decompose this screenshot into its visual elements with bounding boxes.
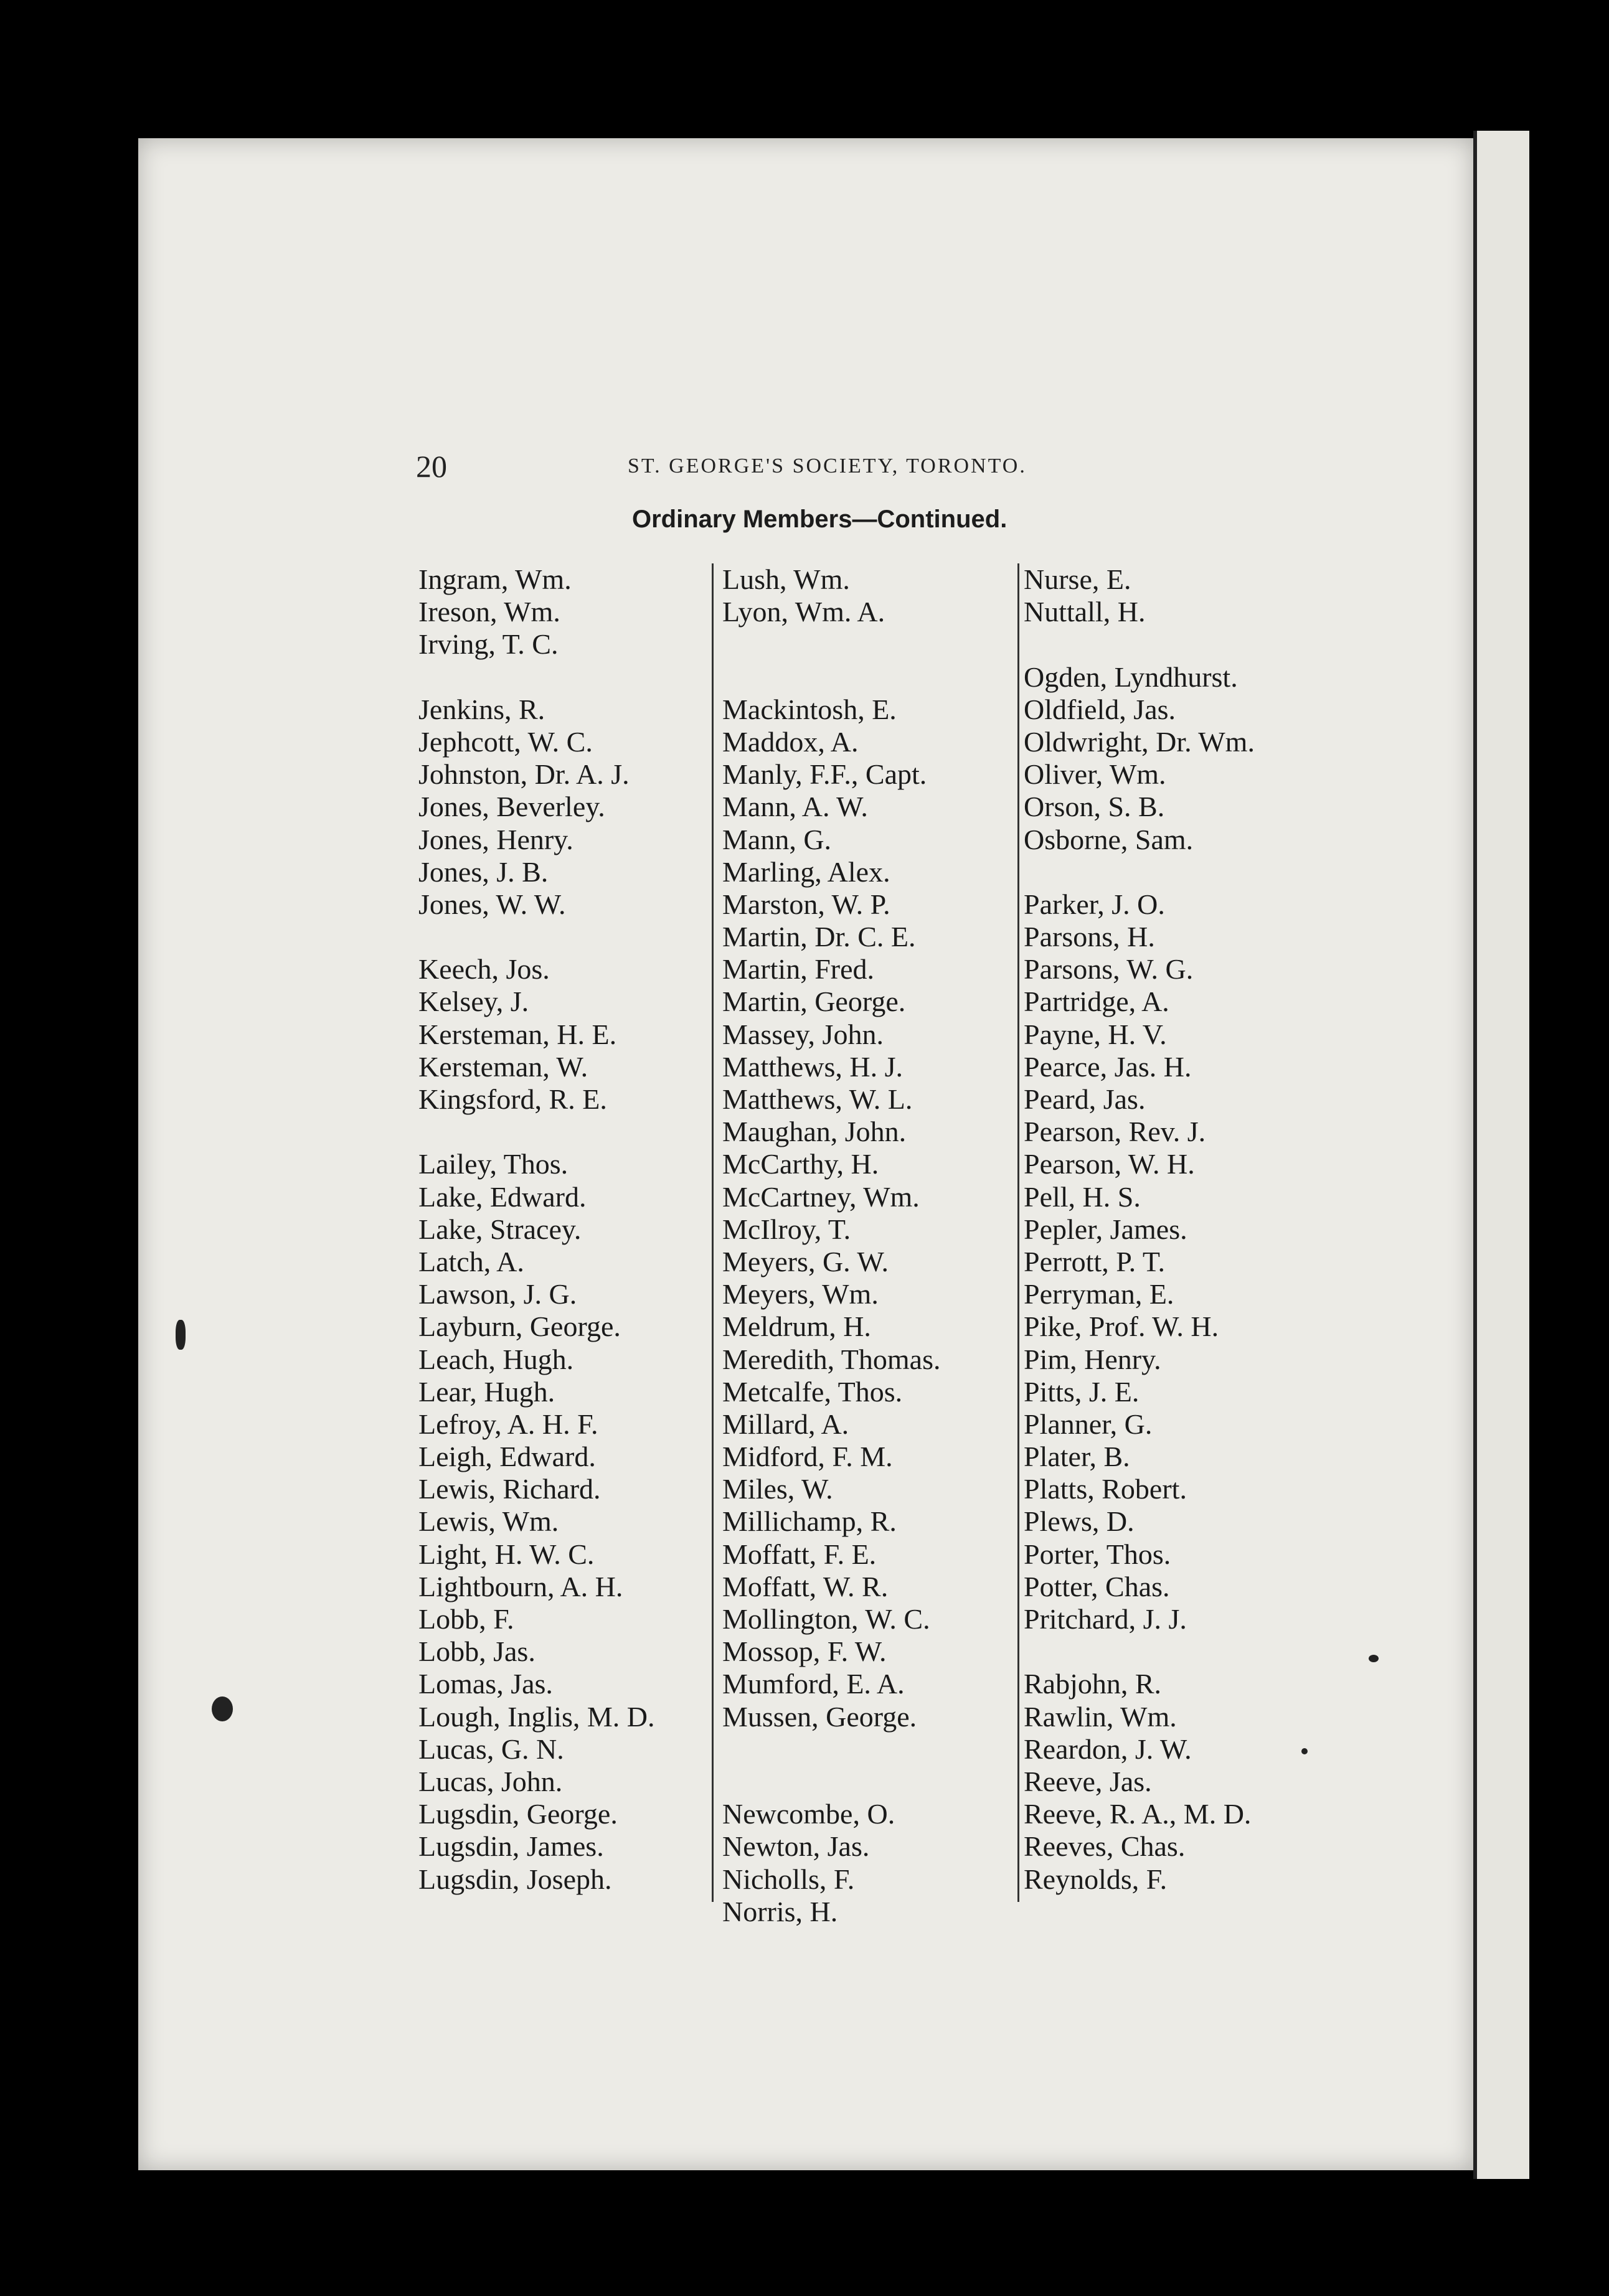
member-entry: Oliver, Wm. bbox=[1024, 758, 1166, 791]
member-entry: Meldrum, H. bbox=[722, 1310, 871, 1343]
member-entry: McCartney, Wm. bbox=[722, 1180, 920, 1213]
member-entry: Parsons, W. G. bbox=[1024, 953, 1194, 986]
member-entry: Mollington, W. C. bbox=[722, 1603, 930, 1635]
member-entry: Kersteman, H. E. bbox=[418, 1018, 617, 1050]
member-entry: Ogden, Lyndhurst. bbox=[1024, 661, 1238, 693]
member-entry: Lough, Inglis, M. D. bbox=[418, 1700, 655, 1733]
letter-group-gap bbox=[1024, 856, 1335, 888]
member-entry: Massey, John. bbox=[722, 1018, 884, 1050]
member-entry: Leigh, Edward. bbox=[418, 1441, 596, 1473]
member-entry: Marling, Alex. bbox=[722, 855, 890, 888]
member-entry: Matthews, W. L. bbox=[722, 1083, 913, 1115]
member-entry: Potter, Chas. bbox=[1024, 1570, 1170, 1602]
member-entry: Reeves, Chas. bbox=[1024, 1830, 1186, 1863]
page-number: 20 bbox=[416, 449, 447, 484]
member-entry: Lobb, F. bbox=[418, 1603, 514, 1635]
member-entry: Mossop, F. W. bbox=[722, 1635, 887, 1668]
member-entry: Meredith, Thomas. bbox=[722, 1343, 941, 1375]
member-entry: Reeve, R. A., M. D. bbox=[1024, 1798, 1252, 1830]
member-entry: Mumford, E. A. bbox=[722, 1668, 905, 1700]
member-entry: Porter, Thos. bbox=[1024, 1538, 1171, 1570]
member-entry: Lugsdin, James. bbox=[418, 1830, 604, 1863]
member-entry: Reardon, J. W. bbox=[1024, 1733, 1192, 1765]
member-entry: Lewis, Richard. bbox=[418, 1473, 601, 1505]
member-entry: Rabjohn, R. bbox=[1024, 1668, 1162, 1700]
letter-group-gap bbox=[1024, 628, 1335, 661]
member-entry: Orson, S. B. bbox=[1024, 791, 1165, 823]
letter-group-gap bbox=[722, 1766, 1009, 1798]
member-entry: Kersteman, W. bbox=[418, 1050, 588, 1083]
member-entry: Jones, J. B. bbox=[418, 855, 549, 888]
member-entry: Platts, Robert. bbox=[1024, 1473, 1187, 1505]
member-entry: Martin, Fred. bbox=[722, 953, 875, 986]
member-entry: Lake, Edward. bbox=[418, 1180, 587, 1213]
member-entry: Payne, H. V. bbox=[1024, 1018, 1167, 1050]
member-entry: Lawson, J. G. bbox=[418, 1278, 577, 1310]
member-entry: Lugsdin, Joseph. bbox=[418, 1863, 612, 1895]
member-entry: Jones, W. W. bbox=[418, 888, 566, 920]
member-entry: Lailey, Thos. bbox=[418, 1148, 569, 1180]
member-entry: Reeve, Jas. bbox=[1024, 1765, 1152, 1797]
member-entry: Lefroy, A. H. F. bbox=[418, 1408, 598, 1440]
member-entry: Perryman, E. bbox=[1024, 1278, 1174, 1310]
member-entry: Lugsdin, George. bbox=[418, 1798, 618, 1830]
member-entry: Jones, Beverley. bbox=[418, 791, 605, 823]
member-entry: Lucas, John. bbox=[418, 1765, 563, 1797]
member-entry: Oldwright, Dr. Wm. bbox=[1024, 725, 1255, 758]
member-entry: Millard, A. bbox=[722, 1408, 849, 1440]
ink-speck bbox=[176, 1320, 186, 1350]
member-entry: Rawlin, Wm. bbox=[1024, 1700, 1177, 1733]
section-heading: Ordinary Members—Continued. bbox=[632, 506, 1007, 533]
column-rule bbox=[1017, 563, 1019, 1902]
member-entry: Moffatt, W. R. bbox=[722, 1570, 889, 1602]
member-entry: Planner, G. bbox=[1024, 1408, 1153, 1440]
column-rule bbox=[712, 563, 714, 1902]
letter-group-gap bbox=[418, 661, 705, 694]
member-entry: Pritchard, J. J. bbox=[1024, 1603, 1187, 1635]
member-entry: Martin, Dr. C. E. bbox=[722, 921, 916, 953]
member-entry: Partridge, A. bbox=[1024, 986, 1169, 1018]
member-entry: Norris, H. bbox=[722, 1895, 838, 1927]
member-entry: Mackintosh, E. bbox=[722, 693, 897, 725]
member-entry: Johnston, Dr. A. J. bbox=[418, 758, 630, 791]
page-header bbox=[416, 448, 1101, 492]
member-entry: Ireson, Wm. bbox=[418, 596, 560, 628]
member-entry: Newcombe, O. bbox=[722, 1798, 895, 1830]
member-entry: Plews, D. bbox=[1024, 1505, 1135, 1538]
member-entry: Pitts, J. E. bbox=[1024, 1375, 1140, 1408]
member-entry: Maddox, A. bbox=[722, 725, 859, 758]
member-entry: Perrott, P. T. bbox=[1024, 1245, 1166, 1277]
letter-group-gap bbox=[418, 921, 705, 953]
letter-group-gap bbox=[418, 1116, 705, 1148]
member-entry: Pearson, W. H. bbox=[1024, 1148, 1195, 1180]
member-entry: Maughan, John. bbox=[722, 1116, 907, 1148]
member-entry: Layburn, George. bbox=[418, 1310, 621, 1343]
member-entry: Lewis, Wm. bbox=[418, 1505, 559, 1538]
member-entry: Meyers, G. W. bbox=[722, 1245, 889, 1277]
member-entry: Pepler, James. bbox=[1024, 1213, 1187, 1245]
member-entry: Peard, Jas. bbox=[1024, 1083, 1146, 1115]
member-entry: Jephcott, W. C. bbox=[418, 725, 593, 758]
member-entry: Pim, Henry. bbox=[1024, 1343, 1161, 1375]
member-entry: Pell, H. S. bbox=[1024, 1180, 1141, 1213]
member-entry: Midford, F. M. bbox=[722, 1441, 893, 1473]
letter-group-gap bbox=[722, 628, 1009, 661]
member-entry: Kelsey, J. bbox=[418, 986, 529, 1018]
member-entry: Newton, Jas. bbox=[722, 1830, 870, 1863]
member-entry: Metcalfe, Thos. bbox=[722, 1375, 903, 1408]
member-column-1 bbox=[418, 563, 705, 1896]
member-entry: Pike, Prof. W. H. bbox=[1024, 1310, 1219, 1343]
member-entry: Latch, A. bbox=[418, 1245, 524, 1277]
member-entry: McCarthy, H. bbox=[722, 1148, 879, 1180]
member-entry: Light, H. W. C. bbox=[418, 1538, 595, 1570]
member-entry: Pearce, Jas. H. bbox=[1024, 1050, 1192, 1083]
member-entry: Kingsford, R. E. bbox=[418, 1083, 607, 1115]
member-entry: Pearson, Rev. J. bbox=[1024, 1116, 1206, 1148]
member-entry: Nuttall, H. bbox=[1024, 596, 1146, 628]
letter-group-gap bbox=[1024, 1635, 1335, 1668]
member-column-3 bbox=[1024, 563, 1335, 1896]
letter-group-gap bbox=[722, 661, 1009, 694]
member-entry: Lucas, G. N. bbox=[418, 1733, 564, 1765]
member-entry: Lush, Wm. bbox=[722, 563, 850, 595]
member-entry: Mussen, George. bbox=[722, 1700, 917, 1733]
letter-group-gap bbox=[722, 1733, 1009, 1766]
member-entry: Martin, George. bbox=[722, 986, 906, 1018]
member-entry: Nicholls, F. bbox=[722, 1863, 855, 1895]
member-entry: Mann, A. W. bbox=[722, 791, 868, 823]
member-entry: Keech, Jos. bbox=[418, 953, 550, 986]
member-entry: Lake, Stracey. bbox=[418, 1213, 582, 1245]
ink-speck bbox=[1369, 1655, 1379, 1662]
member-entry: Miles, W. bbox=[722, 1473, 833, 1505]
member-entry: Jenkins, R. bbox=[418, 693, 545, 725]
member-entry: Millichamp, R. bbox=[722, 1505, 897, 1538]
member-entry: Jones, Henry. bbox=[418, 823, 573, 855]
member-entry: Leach, Hugh. bbox=[418, 1343, 574, 1375]
member-entry: Meyers, Wm. bbox=[722, 1278, 879, 1310]
member-entry: Reynolds, F. bbox=[1024, 1863, 1168, 1895]
member-entry: McIlroy, T. bbox=[722, 1213, 851, 1245]
member-entry: Mann, G. bbox=[722, 823, 832, 855]
member-column-2 bbox=[722, 563, 1009, 1928]
member-entry: Matthews, H. J. bbox=[722, 1050, 904, 1083]
member-entry: Manly, F.F., Capt. bbox=[722, 758, 927, 791]
member-entry: Lightbourn, A. H. bbox=[418, 1570, 623, 1602]
member-entry: Lobb, Jas. bbox=[418, 1635, 536, 1668]
member-entry: Plater, B. bbox=[1024, 1441, 1130, 1473]
member-entry: Marston, W. P. bbox=[722, 888, 890, 920]
member-entry: Ingram, Wm. bbox=[418, 563, 572, 595]
member-entry: Lear, Hugh. bbox=[418, 1375, 555, 1408]
member-entry: Parker, J. O. bbox=[1024, 888, 1165, 920]
member-entry: Irving, T. C. bbox=[418, 628, 559, 661]
member-entry: Lyon, Wm. A. bbox=[722, 596, 885, 628]
ink-speck bbox=[1301, 1748, 1308, 1754]
ink-speck bbox=[212, 1696, 233, 1721]
member-entry: Lomas, Jas. bbox=[418, 1668, 553, 1700]
member-entry: Moffatt, F. E. bbox=[722, 1538, 877, 1570]
member-entry: Nurse, E. bbox=[1024, 563, 1131, 595]
right-page-edge bbox=[1473, 131, 1529, 2179]
member-entry: Parsons, H. bbox=[1024, 921, 1155, 953]
member-entry: Oldfield, Jas. bbox=[1024, 693, 1176, 725]
member-entry: Osborne, Sam. bbox=[1024, 823, 1194, 855]
running-title: ST. GEORGE'S SOCIETY, TORONTO. bbox=[628, 454, 1027, 478]
